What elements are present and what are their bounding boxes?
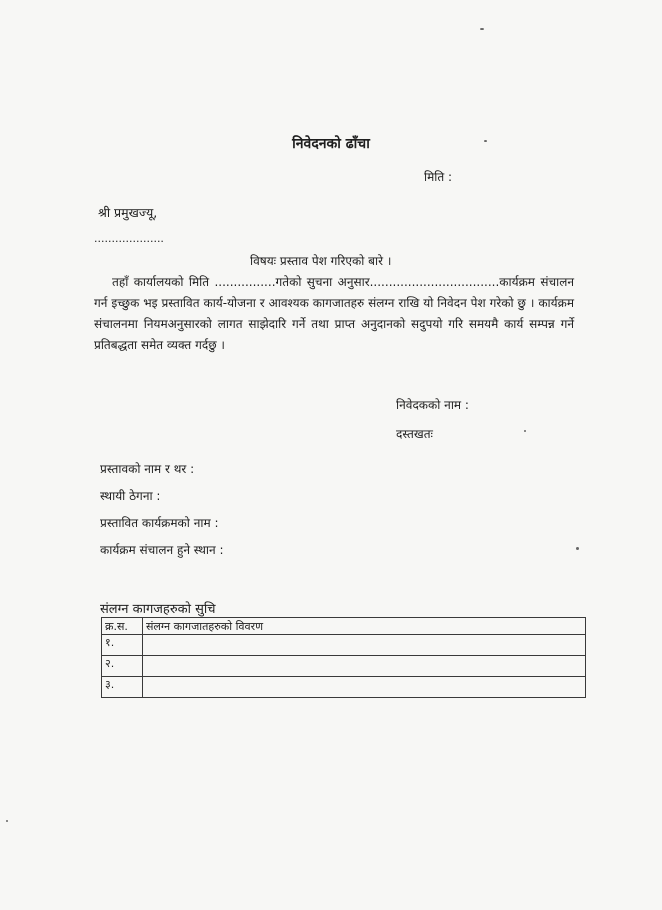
scan-speck	[576, 547, 579, 550]
table-row	[102, 656, 586, 677]
table-header-row	[102, 618, 586, 635]
field-program-name: प्रस्तावित कार्यक्रमको नाम :	[100, 516, 219, 530]
scan-speck	[484, 140, 487, 142]
subject-line: विषयः प्रस्ताव पेश गरिएको बारे ।	[250, 254, 392, 268]
row-description	[143, 677, 586, 698]
row-serial: ३.	[102, 677, 143, 698]
table-row	[102, 677, 586, 698]
applicant-name-label: निवेदकको नाम :	[396, 398, 469, 412]
table-row	[102, 635, 586, 656]
attachments-table	[101, 617, 586, 698]
row-description	[143, 656, 586, 677]
row-description	[143, 635, 586, 656]
header-serial: क्र.स.	[102, 618, 143, 635]
field-proposer-name: प्रस्तावको नाम र थर :	[100, 462, 195, 476]
salutation: श्री प्रमुखज्यू,	[98, 205, 158, 220]
date-label: मिति :	[424, 170, 453, 184]
scan-speck	[6, 820, 8, 822]
row-serial: १.	[102, 635, 143, 656]
scan-speck	[524, 430, 526, 432]
address-dots: ....................	[94, 232, 164, 245]
attachments-heading: संलग्न कागजहरुको सुचि	[100, 602, 216, 617]
field-program-location: कार्यक्रम संचालन हुने स्थान :	[100, 543, 224, 557]
field-permanent-address: स्थायी ठेगना :	[100, 489, 161, 503]
body-paragraph: तहाँ कार्यालयको मिति ................गतेको सुचना अनुसार..................................कार्यक्रम संचालन गर्न इच्छुक भइ प्रस्तावित कार्य-योजना र आवश्यक कागजातहरु संलग्न राखि यो निवेदन पेश गरेको छु । कार्यक्रम संचालनमा नियमअनुसारको लागत साझेदारि गर्ने तथा प्राप्त अनुदानको सदुपयो गरि समयमै कार्य सम्पन्न गर्ने प्रतिबद्धता समेत व्यक्त गर्दछु ।	[94, 275, 574, 352]
scan-speck	[480, 28, 484, 30]
signature-label: दस्तखतः	[396, 427, 433, 441]
header-description: संलग्न कागजातहरुको विवरण	[143, 618, 586, 635]
row-serial: २.	[102, 656, 143, 677]
document-title: निवेदनको ढाँचा	[292, 136, 370, 152]
